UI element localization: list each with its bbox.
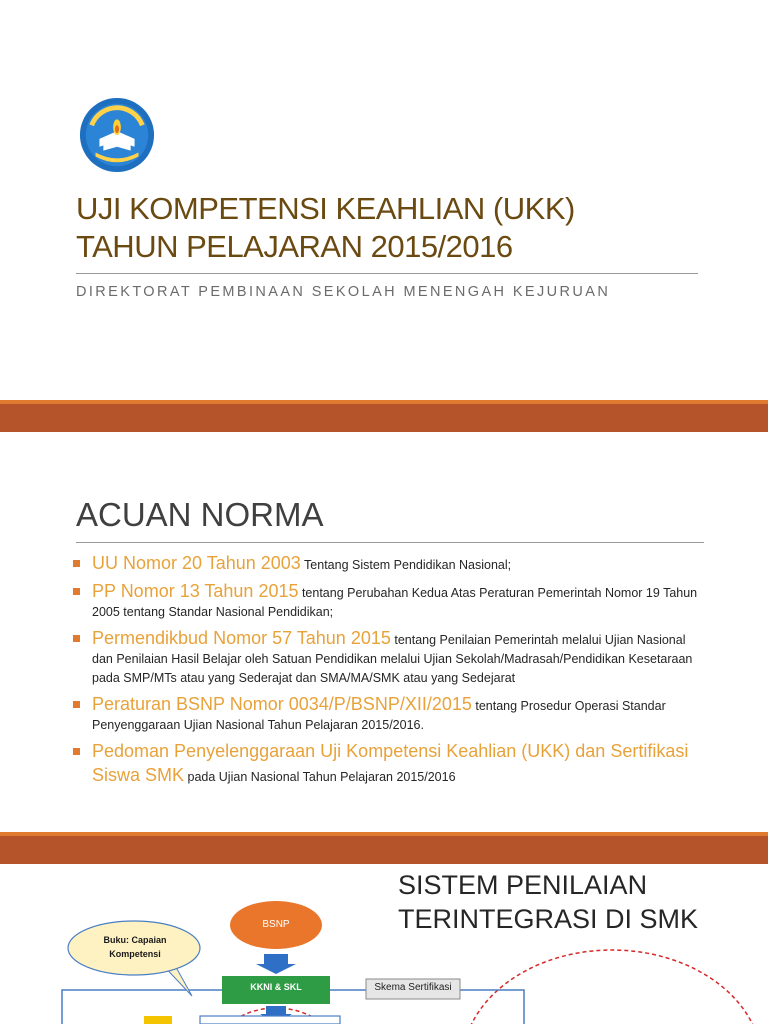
bsnp-label: BSNP <box>262 919 290 930</box>
down-arrow <box>256 954 296 974</box>
kkni-skl-label: KKNI & SKL <box>250 982 302 992</box>
item-highlight: Permendikbud Nomor 57 Tahun 2015 <box>92 628 391 648</box>
bubble-label: Buku: Capaian Kompetensi <box>103 935 167 959</box>
reference-list <box>72 551 702 791</box>
lower-node <box>144 1016 172 1024</box>
dashed-highlight-ellipse <box>462 950 762 1024</box>
slide-separator <box>0 400 768 432</box>
subtitle: DIREKTORAT PEMBINAAN SEKOLAH MENENGAH KEJURUAN <box>76 284 611 300</box>
title-line-2: TERINTEGRASI DI SMK <box>398 904 699 934</box>
item-highlight: PP Nomor 13 Tahun 2015 <box>92 581 299 601</box>
item-description: pada Ujian Nasional Tahun Pelajaran 2015/2016 <box>184 770 456 784</box>
item-highlight: Pedoman Penyelenggaraan Uji Kompetensi Keahlian (UKK) dan Sertifikasi Siswa SMK <box>92 741 689 785</box>
list-item <box>72 739 702 787</box>
slide-separator <box>0 832 768 864</box>
slide-title <box>398 868 698 936</box>
acuan-norma-slide <box>0 432 768 832</box>
title-slide <box>0 0 768 400</box>
sistem-penilaian-slide <box>0 864 768 1024</box>
list-item <box>72 579 702 622</box>
connector-line <box>62 990 222 1024</box>
title-divider <box>76 542 704 543</box>
item-description: tentang Perubahan Kedua Atas Peraturan Pemerintah Nomor 19 Tahun 2005 tentang Standar Nasional Pendidikan; <box>92 586 698 619</box>
item-description: Tentang Sistem Pendidikan Nasional; <box>300 558 512 572</box>
list-item <box>72 626 702 688</box>
title-line-1: UJI KOMPETENSI KEAHLIAN (UKK) <box>76 191 575 226</box>
title-line-1: SISTEM PENILAIAN <box>398 870 648 900</box>
title-line-2: TAHUN PELAJARAN 2015/2016 <box>76 229 513 264</box>
main-title <box>76 190 575 266</box>
item-highlight: UU Nomor 20 Tahun 2003 <box>92 553 301 573</box>
item-highlight: Peraturan BSNP Nomor 0034/P/BSNP/XII/2015 <box>92 694 472 714</box>
skema-sertifikasi-label: Skema Sertifikasi <box>374 982 452 993</box>
list-item <box>72 551 702 575</box>
lower-node <box>200 1016 340 1024</box>
item-description: tentang Penilaian Pemerintah melalui Ujian Nasional dan Penilaian Hasil Belajar oleh Satuan Pendidikan melalui Ujian Sekolah/Madrasah/Pendidikan Kesetaraan pada SMP/MTs atau yang Sederajat dan SMA/MA/SMK atau yang Sedejarat <box>92 633 693 685</box>
title-divider <box>76 273 698 274</box>
slide-title: ACUAN NORMA <box>76 496 324 533</box>
list-item <box>72 692 702 735</box>
tut-wuri-handayani-logo <box>78 96 156 174</box>
item-description: tentang Prosedur Operasi Standar Penyenggaraan Ujian Nasional Tahun Pelajaran 2015/2016. <box>92 699 666 732</box>
